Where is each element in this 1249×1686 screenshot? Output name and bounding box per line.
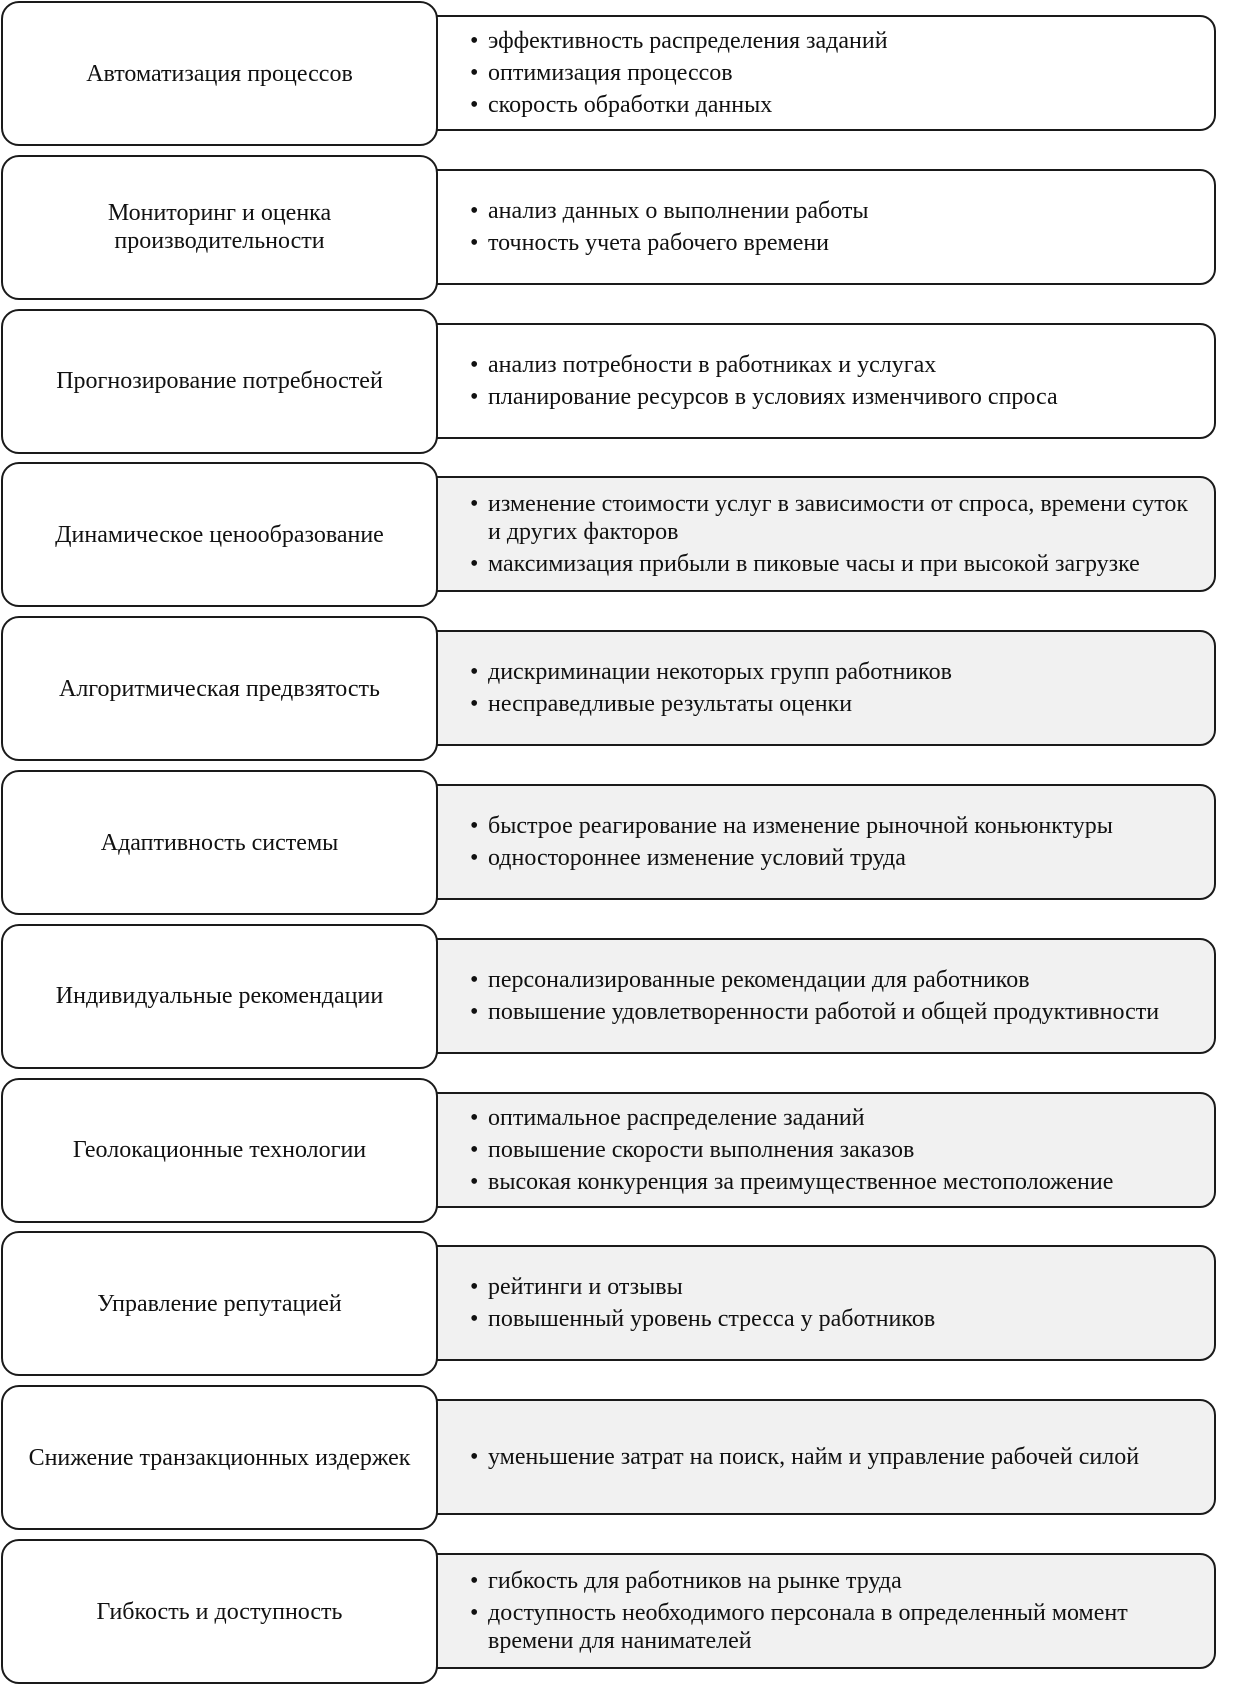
bullet-text: максимизация прибыли в пиковые часы и при высокой загрузке xyxy=(488,551,1140,578)
bullet-item xyxy=(470,229,1194,257)
bullet-text: повышение скорости выполнения заказов xyxy=(488,1136,915,1163)
category-label-box xyxy=(1,1078,438,1223)
bullet-dot-icon: • xyxy=(470,551,479,578)
bullet-item xyxy=(470,1136,1194,1164)
category-label-box xyxy=(1,924,438,1069)
bullet-item xyxy=(470,197,1194,225)
bullet-dot-icon: • xyxy=(470,845,479,871)
bullet-text: повышенный уровень стресса у работников xyxy=(488,1306,936,1333)
diagram-row xyxy=(0,461,1249,609)
bullet-item xyxy=(470,1168,1194,1196)
category-label-box xyxy=(1,462,438,607)
bullet-dot-icon: • xyxy=(470,1104,479,1131)
category-label-box xyxy=(1,1385,438,1530)
bullet-text: несправедливые результаты оценки xyxy=(488,691,853,718)
bullet-dot-icon: • xyxy=(470,1444,479,1471)
bullet-item xyxy=(470,91,1194,119)
bullet-item xyxy=(470,550,1194,578)
bullet-text: доступность необходимого персонала в определенный момент времени для нанимателей xyxy=(488,1600,1128,1654)
bullet-item xyxy=(470,966,1194,994)
bullet-item xyxy=(470,998,1194,1026)
bullet-text: анализ потребности в работниках и услугах xyxy=(488,351,937,378)
bullet-item xyxy=(470,1273,1194,1301)
category-label-box xyxy=(1,1539,438,1684)
bullet-dot-icon: • xyxy=(470,1168,479,1195)
bullet-dot-icon: • xyxy=(470,351,479,378)
bullet-text: высокая конкуренция за преимущественное местоположение xyxy=(488,1168,1114,1195)
bullet-text: дискриминации некоторых групп работников xyxy=(488,659,952,686)
bullet-dot-icon: • xyxy=(470,813,479,839)
bullet-item xyxy=(470,812,1194,840)
category-label-box xyxy=(1,1,438,146)
bullet-item xyxy=(470,490,1194,546)
description-box xyxy=(410,784,1216,900)
category-label-box xyxy=(1,616,438,761)
category-label: Снижение транзакционных издержек xyxy=(28,1444,411,1471)
bullet-item xyxy=(470,1567,1194,1595)
category-label: Прогнозирование потребностей xyxy=(56,368,383,395)
bullet-text: изменение стоимости услуг в зависимости от спроса, времени суток и других факторов xyxy=(488,491,1189,546)
diagram-row xyxy=(0,154,1249,302)
diagram-row xyxy=(0,1077,1249,1225)
category-label: Автоматизация процессов xyxy=(86,60,353,87)
bullet-text: уменьшение затрат на поиск, найм и управление рабочей силой xyxy=(488,1444,1140,1471)
category-label-box xyxy=(1,155,438,300)
description-box xyxy=(410,323,1216,439)
bullet-text: гибкость для работников на рынке труда xyxy=(488,1568,902,1594)
bullet-dot-icon: • xyxy=(470,1600,479,1626)
description-box xyxy=(410,630,1216,746)
description-box xyxy=(410,1553,1216,1669)
diagram-row xyxy=(0,1230,1249,1378)
description-box xyxy=(410,1399,1216,1515)
bullet-dot-icon: • xyxy=(470,691,479,718)
bullet-dot-icon: • xyxy=(470,1274,479,1301)
bullet-item xyxy=(470,383,1194,411)
description-box xyxy=(410,476,1216,592)
diagram-row xyxy=(0,923,1249,1071)
bullet-dot-icon: • xyxy=(470,197,479,224)
category-label: Динамическое ценообразование xyxy=(55,521,384,548)
bullet-text: повышение удовлетворенности работой и общей продуктивности xyxy=(488,998,1160,1025)
category-label-box xyxy=(1,309,438,454)
bullet-dot-icon: • xyxy=(470,998,479,1025)
bullet-item xyxy=(470,59,1194,87)
category-label-box xyxy=(1,1231,438,1376)
bullet-text: эффективность распределения заданий xyxy=(488,28,888,54)
bullet-dot-icon: • xyxy=(470,659,479,686)
diagram-row xyxy=(0,0,1249,148)
category-label: Индивидуальные рекомендации xyxy=(55,983,384,1010)
category-label: Мониторинг и оценка производительности xyxy=(107,200,332,255)
bullet-item xyxy=(470,690,1194,718)
bullet-dot-icon: • xyxy=(470,491,479,518)
bullet-dot-icon: • xyxy=(470,1136,479,1163)
diagram-row xyxy=(0,1538,1249,1686)
bullet-text: планирование ресурсов в условиях изменчивого спроса xyxy=(488,383,1058,410)
bullet-dot-icon: • xyxy=(470,966,479,993)
bullet-text: оптимизация процессов xyxy=(488,60,733,86)
bullet-text: рейтинги и отзывы xyxy=(488,1274,683,1301)
bullet-dot-icon: • xyxy=(470,229,479,256)
bullet-text: быстрое реагирование на изменение рыночной коньюнктуры xyxy=(488,813,1113,839)
bullet-item xyxy=(470,27,1194,55)
diagram-row xyxy=(0,308,1249,456)
bullet-text: скорость обработки данных xyxy=(488,92,773,118)
bullet-text: анализ данных о выполнении работы xyxy=(488,197,869,224)
bullet-item xyxy=(470,1104,1194,1132)
category-label: Адаптивность системы xyxy=(100,829,339,856)
description-box xyxy=(410,938,1216,1054)
description-box xyxy=(410,1245,1216,1361)
bullet-text: персонализированные рекомендации для работников xyxy=(488,966,1030,993)
diagram-row xyxy=(0,769,1249,917)
bullet-item xyxy=(470,844,1194,872)
bullet-text: точность учета рабочего времени xyxy=(488,229,830,256)
bullet-item xyxy=(470,1599,1194,1655)
bullet-dot-icon: • xyxy=(470,60,479,86)
bullet-item xyxy=(470,1305,1194,1333)
diagram-row xyxy=(0,1384,1249,1532)
description-box xyxy=(410,1092,1216,1208)
bullet-text: оптимальное распределение заданий xyxy=(488,1104,865,1131)
bullet-item xyxy=(470,1443,1194,1471)
bullet-item xyxy=(470,658,1194,686)
bullet-dot-icon: • xyxy=(470,1306,479,1333)
bullet-text: одностороннее изменение условий труда xyxy=(488,845,906,871)
description-box xyxy=(410,15,1216,131)
category-label: Геолокационные технологии xyxy=(72,1137,367,1164)
bullet-dot-icon: • xyxy=(470,1568,479,1594)
bullet-dot-icon: • xyxy=(470,92,479,118)
bullet-dot-icon: • xyxy=(470,28,479,54)
description-box xyxy=(410,169,1216,285)
diagram-row xyxy=(0,615,1249,763)
category-label: Алгоритмическая предвзятость xyxy=(59,675,380,702)
bullet-dot-icon: • xyxy=(470,383,479,410)
category-label: Управление репутацией xyxy=(97,1290,342,1317)
category-label: Гибкость и доступность xyxy=(96,1598,343,1625)
category-label-box xyxy=(1,770,438,915)
bullet-item xyxy=(470,351,1194,379)
